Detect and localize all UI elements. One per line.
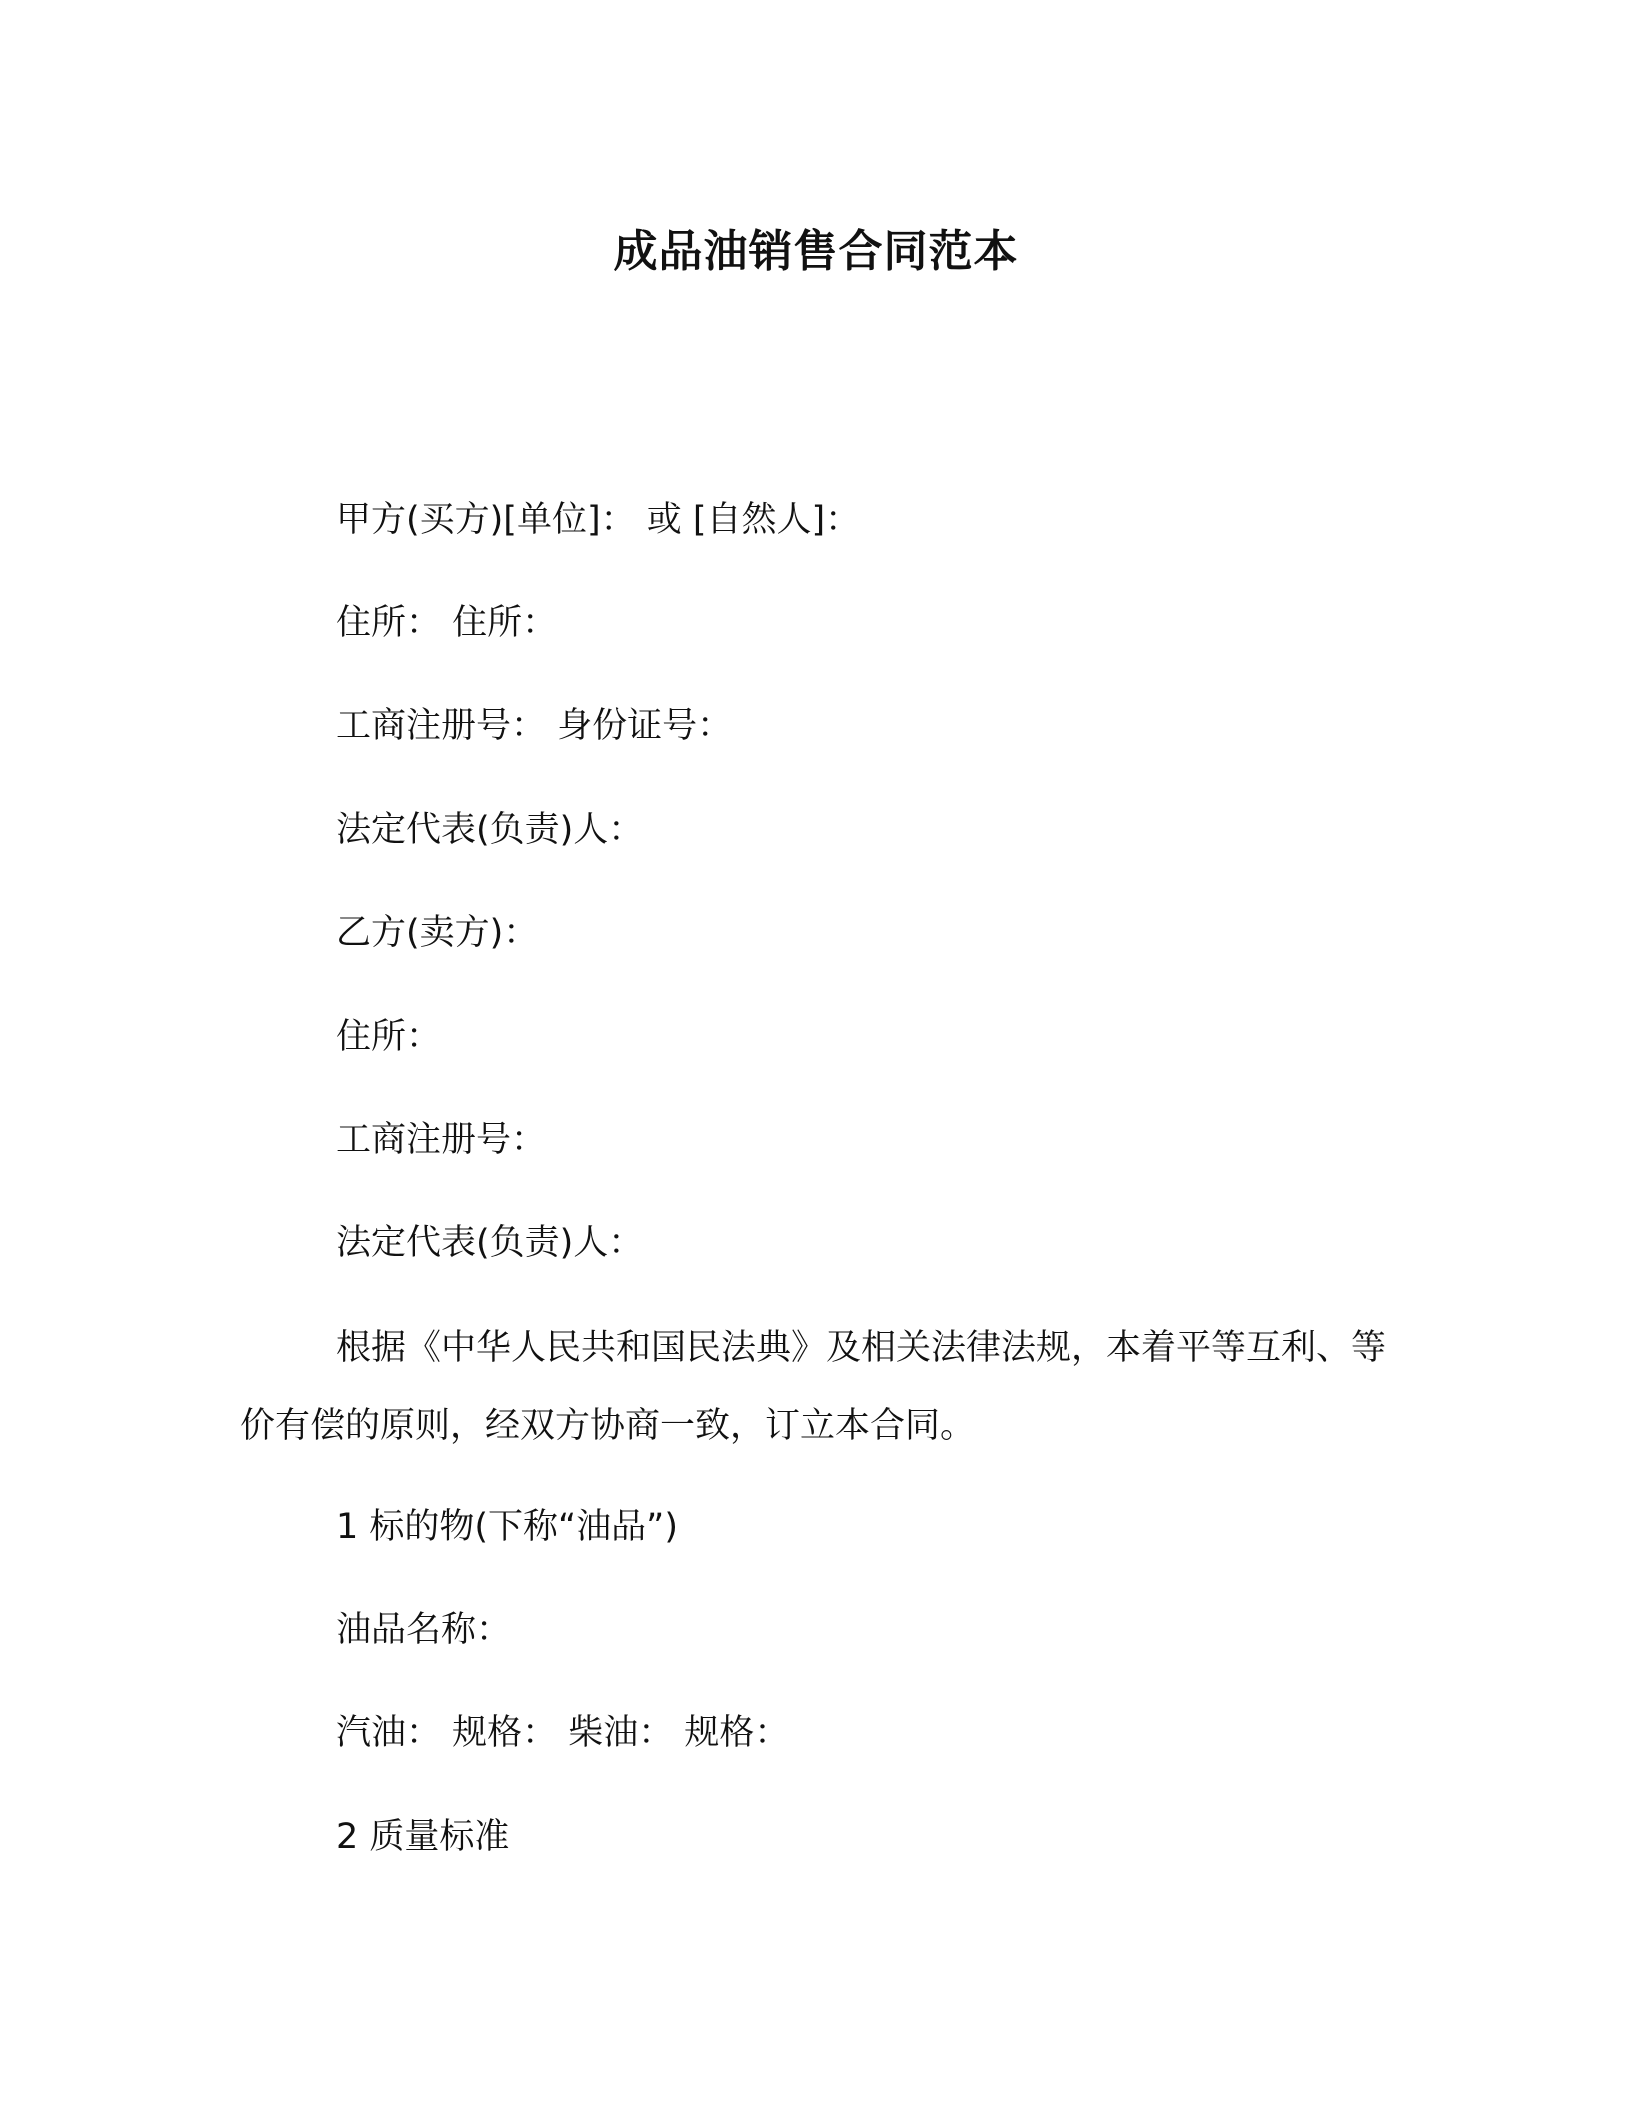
oil-spec-line: 汽油： 规格： 柴油： 规格：	[336, 1713, 790, 1753]
buyer-legal-rep-line: 法定代表(负责)人：	[336, 810, 644, 850]
oil-name-line: 油品名称：	[336, 1610, 512, 1650]
buyer-line: 甲方(买方)[单位]： 或 [自然人]：	[336, 500, 861, 540]
section-2-heading: 2 质量标准	[336, 1817, 510, 1857]
seller-legal-rep-line: 法定代表(负责)人：	[336, 1223, 644, 1263]
buyer-address-line: 住所： 住所：	[336, 603, 558, 643]
seller-address-line: 住所：	[336, 1017, 442, 1057]
seller-line: 乙方(卖方)：	[336, 913, 539, 953]
buyer-registration-line: 工商注册号： 身份证号：	[336, 706, 733, 746]
preamble-paragraph: 根据《中华人民共和国民法典》及相关法律法规，本着平等互利、等价有偿的原则，经双方协商一致，订立本合同。	[240, 1328, 1387, 1446]
seller-registration-line: 工商注册号：	[336, 1120, 547, 1160]
section-1-heading: 1 标的物(下称“油品”)	[336, 1507, 678, 1547]
document-title: 成品油销售合同范本	[613, 226, 1019, 277]
